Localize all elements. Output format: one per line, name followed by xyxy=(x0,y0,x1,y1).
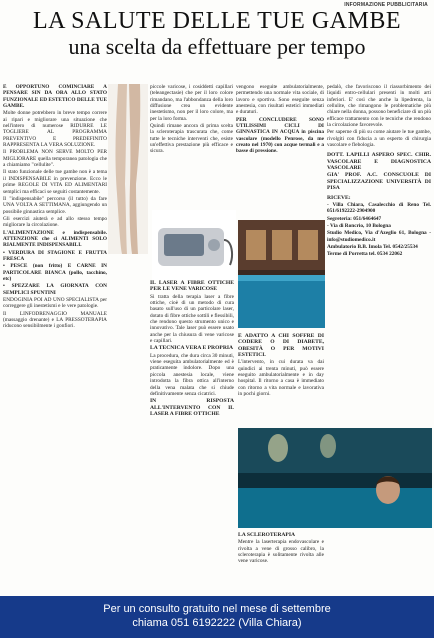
body-column xyxy=(150,84,233,216)
section-heading: IN RISPOSTA ALL'INTERVENTO CON IL LASER A FIBRE OTTICHE xyxy=(150,398,234,417)
section-heading: IL LASER A FIBRE OTTICHE PER LE VENE VARICOSE xyxy=(150,280,234,293)
contact-line: - Villa Chiara, Casalecchio di Reno Tel. 051/6192222-2904900 xyxy=(327,201,431,215)
banner-phone: chiama 051 6192222 (Villa Chiara) xyxy=(132,617,302,629)
intro-paragraph: L'ALIMENTAZIONE e indispensabile. ATTENZIONE che ci ALIMENTI SOLO RIALMENTE INDISPENSABILI. xyxy=(3,229,107,249)
contact-line: Terme di Porretta tel. 0534 22062 xyxy=(327,251,403,258)
intro-paragraph: • VERDURA DI STAGIONE E FRUTTA FRESCA xyxy=(3,249,107,262)
body-column xyxy=(236,84,324,216)
intro-paragraph: Il "indispensabile" percorso (il tutto) da fare UNA VOLTA A SETTIMANA, aggiungendo un possibile ginnastica semplice. xyxy=(3,195,107,215)
intro-paragraph: Il LINFODRENAGGIO MANUALE (massaggio drenante) e LA PRESSOTERAPIA riducono sensibilmente i gonfiori. xyxy=(3,310,107,330)
banner-line: Per un consulto gratuito nel mese di settembre xyxy=(103,603,331,615)
body-paragraph: Mentre la laserterapia endovascolare e rivolta a vene di grosso calibro, la scleroterapia è solitamente rivolta alle vene varicose. xyxy=(238,539,324,565)
body-paragraph: L'intervento, in cui durata va dai quindici ai trenta minuti, può essere eseguito ambulatorialmente e in day hospital. Il ritorno a casa è immediato con ritorno a vita normale e lavorativa in pochi giorni. xyxy=(238,359,324,398)
body-paragraph: Si tratta della terapia laser a fibre ottiche, cioè di un metodo di cura basato sull'uso di un particolare laser, dotato di fibre ottiche sottili e flessibili, che rendono questo strumento unico e innovativo. Tale laser può essere usato anche per la chiusura di vene varicose e capillari. xyxy=(150,293,234,345)
page-title: LA SALUTE DELLE TUE GAMBE xyxy=(32,8,402,34)
body-paragraph: La procedura, che dura circa 30 minuti, viene eseguita ambulatorialmente ed è praticamente indolore. Dopo una piccola anestesia locale, viene introdotta la fibra ottica all'interno della vena malata che si chiude definitivamente senza cicatrici. xyxy=(150,352,234,397)
intro-paragraph: È OPPORTUNO COMINCIARE A PENSARE SIN DA ORA ALLO STATO FUNZIONALE ED ESTETICO DELLE TUE GAMBE. xyxy=(3,84,107,110)
intro-paragraph: • SPEZZARE LA GIORNATA CON SEMPLICI SPUNTINI xyxy=(3,283,107,296)
section-heading: È ADATTO A CHI SOFFRE DI CODERE O DI DIABETE, OBESITÀ O PER MOTIVI ESTETICI. xyxy=(238,333,324,359)
indoor-pool-photo xyxy=(238,220,325,328)
receives-heading: RICEVE: xyxy=(327,194,351,201)
body-paragraph: Quindi rimane ancora di prima scelta la scleroterapia trascurata che, come tutte le tecniche interventi che, esiste un'effettiva prestazione più efficace e sicura. xyxy=(150,123,233,155)
body-paragraph: Per saperne di più su come aiutare le tue gambe, rivolgiti con fiducia a un esperto di chirurgia vascolare e flebologia. xyxy=(327,129,431,149)
laser-article xyxy=(150,280,234,594)
contact-line: Segreteria: 051/6464647 xyxy=(327,215,382,222)
section-heading: LA SCLEROTERAPIA xyxy=(238,532,296,538)
contact-line: Ambulatorio B.B. Imola Tel. 0542/25534 xyxy=(327,243,418,250)
intro-paragraph: Molte donne potrebbero in breve tempo correre ai ripari e migliorare una situazione che nell'intero di numerose RIDURRE LE TOGLIERE AL PROGRAMMA PREVENTIVO E PREDEFINITO RAPPRESENTA LA VERA SOLUZIONE. xyxy=(3,110,107,149)
doctor-credentials: GIA' PROF. A.C. CONSCUOLE DI SPECIALIZZAZIONE UNIVERSITÀ DI PISA xyxy=(327,172,431,192)
intro-paragraph: Il PROBLEMA NON SERVE MOLTO PER MIGLIORARE quella temporanea patologia che a chiamiamo "cellulite". xyxy=(3,149,107,169)
intro-column xyxy=(3,84,107,594)
intro-paragraph: Il stato funzionale delle tue gambe non è a tema il INDISPENSABILE in prevenzione. Ecco le prime REGOLE DI VITA ED ALIMENTARI semplici ma efficaci se seguiti costantemente. xyxy=(3,169,107,195)
body-paragraph: vengono eseguite ambulatorialmente, permettendo una normale vita sociale, di lavoro e sportiva. Sono eseguite senza anestesia, con risultati estetici immediati e duraturi. xyxy=(236,84,324,116)
indications-column xyxy=(238,333,324,425)
contact-line: - Via di Roncrio, 10 Bologna xyxy=(327,222,391,229)
doctor-name: DOTT. LAPILLI ASPERO SPEC. CHIR. VASCOLARE E DIAGNOSTICA VASCOLARE xyxy=(327,152,431,172)
body-paragraph: PER CONCLUDERE SONO UTILISSIMI CICLI DI GINNASTICA IN ACQUA in piscina vascolare (modello Penrose, da me creato nel 1970) con acque termali e a basse di pressione. xyxy=(236,116,324,155)
intro-paragraph: ENDOGINIA POI AD UNO SPECIALISTA per correggere gli inestetismi e le vere patologie. xyxy=(3,297,107,310)
intro-paragraph: Gli esercizi aiuterà e ad allo stesso tempo migliorare la circolazione. xyxy=(3,215,107,229)
consultation-banner xyxy=(0,596,434,638)
legs-photo xyxy=(108,84,148,254)
sclerotherapy-column xyxy=(238,532,324,594)
advertorial-label: INFORMAZIONE PUBBLICITARIA xyxy=(344,2,428,8)
contact-line: Studio Medico, Via d'Azeglio 61, Bologna - info@studiomedico.it xyxy=(327,230,431,243)
body-paragraph: pedalò, che favoriscono il riassorbimento dei liquidi entro-cellulari presenti in molti arti inferiori. E' così che anche la lipedrenta, la cellulite, che rimangono le problematiche più chiare nella donna, possono beneficiare di un più efficace trattamento con le tecniche che rendono la circolazione favorevole. xyxy=(327,84,431,129)
intro-paragraph: • PESCE (non fritto) E CARNE IN PARTICOLARE BIANCA (pollo, tacchino, etc) xyxy=(3,263,107,282)
section-heading: LA TECNICA VERA E PROPRIA xyxy=(150,345,234,352)
page-subtitle: una scelta da effettuare per tempo xyxy=(68,34,366,59)
laser-device-photo xyxy=(152,210,236,280)
body-paragraph: piccole varicose, i cosiddetti capillari (teleangectasie) che per il loro colore rimandano, ma l'abbondanza della loro diffusione crea un evidente inestetismo, non per il loro colore, ma per la loro forma. xyxy=(150,84,233,122)
contact-column xyxy=(327,84,431,588)
